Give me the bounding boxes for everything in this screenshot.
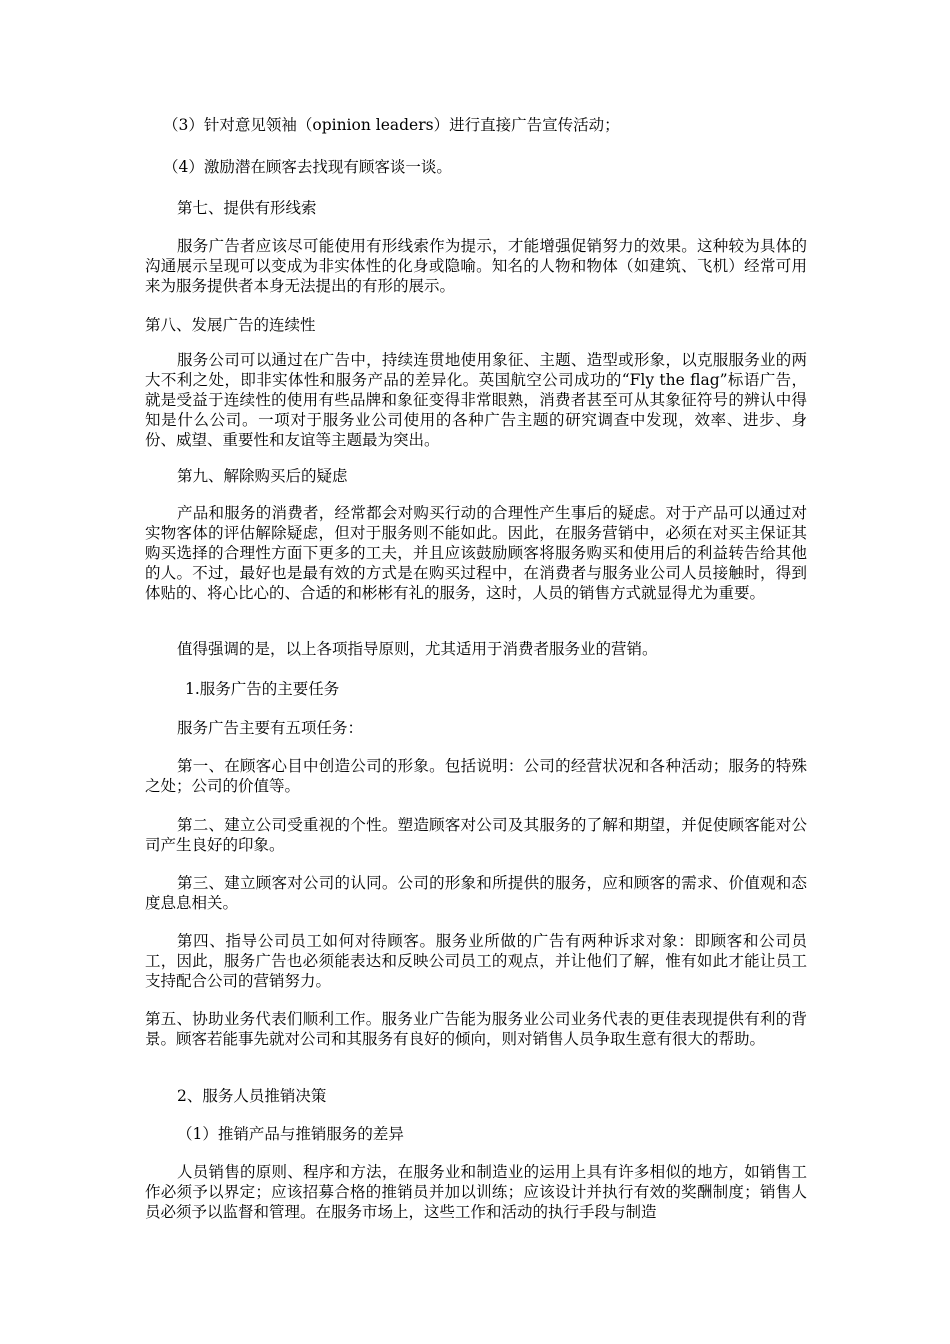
paragraph-10: 第三、建立顾客对公司的认同。公司的形象和所提供的服务，应和顾客的需求、价值观和态度息息相关。	[145, 874, 807, 912]
paragraph-9: 第二、建立公司受重视的个性。塑造顾客对公司及其服务的了解和期望，并促使顾客能对公司产生良好的印象。	[145, 816, 807, 854]
paragraph-5: 产品和服务的消费者，经常都会对购买行动的合理性产生事后的疑虑。对于产品可以通过对实物客体的评估解除疑虑，但对于服务则不能如此。因此，在服务营销中，必须在对买主保证其购买选择的合理性方面下更多的工夫，并且应该鼓励顾客将服务购买和使用后的利益转告给其他的人。不过，最好也是最有效的方式是在购买过程中，在消费者与服务业公司人员接触时，得到体贴的、将心比心的、合适的和彬彬有礼的服务，这时，人员的销售方式就显得尤为重要。	[145, 504, 807, 602]
paragraph-6: 值得强调的是，以上各项指导原则，尤其适用于消费者服务业的营销。	[177, 640, 658, 658]
subsection-heading-2: 2、服务人员推销决策	[177, 1087, 327, 1105]
subsection-heading-2-1: （1）推销产品与推销服务的差异	[177, 1125, 404, 1143]
paragraph-12: 第五、协助业务代表们顺利工作。服务业广告能为服务业公司业务代表的更佳表现提供有利的背景。顾客若能事先就对公司和其服务有良好的倾向，则对销售人员争取生意有很大的帮助。	[145, 1010, 807, 1048]
section-heading-7: 第七、提供有形线索	[177, 199, 317, 217]
section-heading-8: 第八、发展广告的连续性	[145, 316, 316, 334]
paragraph-2: （4）激励潜在顾客去找现有顾客谈一谈。	[163, 158, 452, 176]
subsection-heading-1: 1.服务广告的主要任务	[185, 680, 340, 698]
paragraph-13: 人员销售的原则、程序和方法，在服务业和制造业的运用上具有许多相似的地方，如销售工作必须予以界定；应该招募合格的推销员并加以训练；应该设计并执行有效的奖酬制度；销售人员必须予以监督和管理。在服务市场上，这些工作和活动的执行手段与制造	[145, 1163, 807, 1221]
section-heading-9: 第九、解除购买后的疑虑	[177, 467, 348, 485]
paragraph-1: （3）针对意见领袖（opinion leaders）进行直接广告宣传活动；	[163, 116, 620, 134]
paragraph-8: 第一、在顾客心目中创造公司的形象。包括说明：公司的经营状况和各种活动；服务的特殊之处；公司的价值等。	[145, 757, 807, 795]
paragraph-4: 服务公司可以通过在广告中，持续连贯地使用象征、主题、造型或形象，以克服服务业的两大不利之处，即非实体性和服务产品的差异化。英国航空公司成功的“Fly the flag”标语广告，就是受益于连续性的使用有些品牌和象征变得非常眼熟，消费者甚至可从其象征符号的辨认中得知是什么公司。一项对于服务业公司使用的各种广告主题的研究调查中发现，效率、进步、身份、威望、重要性和友谊等主题最为突出。	[145, 351, 807, 449]
paragraph-7: 服务广告主要有五项任务：	[177, 719, 364, 737]
paragraph-11: 第四、指导公司员工如何对待顾客。服务业所做的广告有两种诉求对象：即顾客和公司员工，因此，服务广告也必须能表达和反映公司员工的观点，并让他们了解，惟有如此才能让员工支持配合公司的营销努力。	[145, 932, 807, 990]
paragraph-3: 服务广告者应该尽可能使用有形线索作为提示，才能增强促销努力的效果。这种较为具体的沟通展示呈现可以变成为非实体性的化身或隐喻。知名的人物和物体（如建筑、飞机）经常可用来为服务提供者本身无法提出的有形的展示。	[145, 237, 807, 295]
